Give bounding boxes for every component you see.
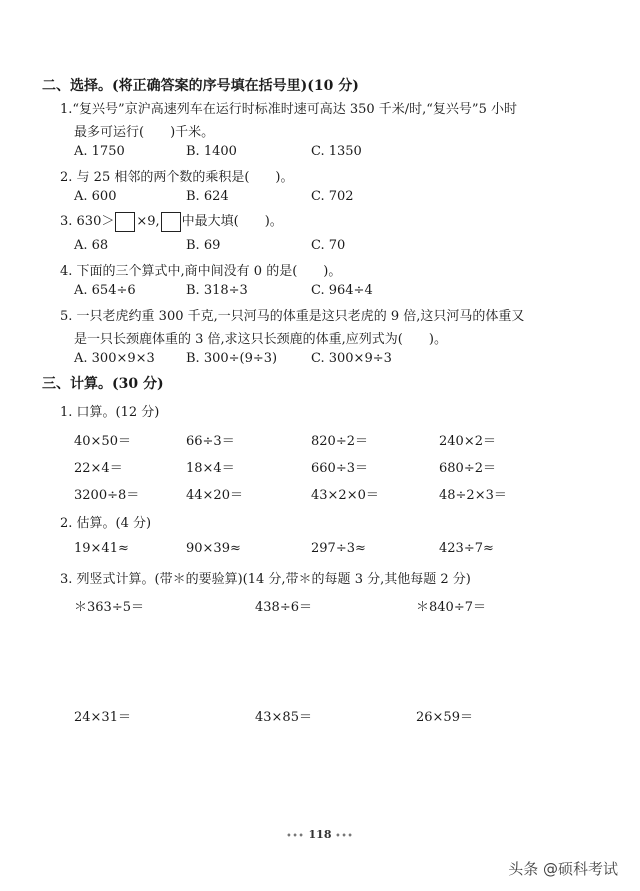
q3-blank-box-2[interactable]: [161, 212, 181, 232]
section3-title: 三、计算。(30 分): [42, 376, 164, 392]
oral-item: 40×50＝: [74, 434, 131, 449]
q1-line2: 最多可运行( )千米。: [74, 125, 215, 140]
q5-option-a: A. 300×9×3: [74, 351, 155, 366]
q5-line2: 是一只长颈鹿体重的 3 倍,求这只长颈鹿的体重,应列式为( )。: [74, 332, 447, 347]
q3-text: [60, 210, 283, 232]
q1-option-c: C. 1350: [311, 144, 362, 159]
vertical-title: 3. 列竖式计算。(带＊的要验算)(14 分,带＊的每题 3 分,其他每题 2 分): [60, 572, 471, 587]
q4-option-a: A. 654÷6: [74, 283, 136, 298]
page-footer: [0, 828, 640, 841]
oral-item: 44×20＝: [186, 488, 243, 503]
q3-suffix: 中最大填( )。: [181, 214, 283, 229]
q3-option-b: B. 69: [186, 238, 221, 253]
estimate-item: 423÷7≈: [439, 541, 494, 556]
q3-prefix: 3. 630＞: [60, 214, 115, 229]
oral-item: 680÷2＝: [439, 461, 496, 476]
q1-line1: 1.“复兴号”京沪高速列车在运行时标准时速可高达 350 千米/时,“复兴号”5 小时: [60, 102, 517, 117]
q1-option-a: A. 1750: [74, 144, 125, 159]
oral-item: 66÷3＝: [186, 434, 235, 449]
q3-option-c: C. 70: [311, 238, 346, 253]
q2-text: 2. 与 25 相邻的两个数的乘积是( )。: [60, 170, 294, 185]
watermark: 头条 @硕科考试: [508, 860, 618, 878]
estimate-item: 90×39≈: [186, 541, 241, 556]
vertical-item: ＊840÷7＝: [416, 600, 486, 615]
q5-option-c: C. 300×9÷3: [311, 351, 392, 366]
q3-blank-box-1[interactable]: [115, 212, 135, 232]
vertical-item: 24×31＝: [74, 710, 131, 725]
vertical-item: 438÷6＝: [255, 600, 312, 615]
vertical-item: 43×85＝: [255, 710, 312, 725]
q3-mid: ×9,: [136, 214, 160, 229]
q2-option-c: C. 702: [311, 189, 354, 204]
q4-option-b: B. 318÷3: [186, 283, 248, 298]
section2-title: 二、选择。(将正确答案的序号填在括号里)(10 分): [42, 78, 359, 94]
footer-dots-left: •••: [286, 830, 305, 840]
oral-item: 43×2×0＝: [311, 488, 379, 503]
page-number: 118: [308, 828, 332, 841]
oral-title: 1. 口算。(12 分): [60, 405, 160, 420]
estimate-item: 297÷3≈: [311, 541, 366, 556]
oral-item: 3200÷8＝: [74, 488, 140, 503]
q5-option-b: B. 300÷(9÷3): [186, 351, 278, 366]
oral-item: 820÷2＝: [311, 434, 368, 449]
estimate-item: 19×41≈: [74, 541, 129, 556]
oral-item: 48÷2×3＝: [439, 488, 507, 503]
q3-option-a: A. 68: [74, 238, 109, 253]
q4-option-c: C. 964÷4: [311, 283, 373, 298]
q2-option-a: A. 600: [74, 189, 117, 204]
oral-item: 22×4＝: [74, 461, 123, 476]
oral-item: 660÷3＝: [311, 461, 368, 476]
q5-line1: 5. 一只老虎约重 300 千克,一只河马的体重是这只老虎的 9 倍,这只河马的体重又: [60, 309, 525, 324]
q1-option-b: B. 1400: [186, 144, 237, 159]
q4-text: 4. 下面的三个算式中,商中间没有 0 的是( )。: [60, 264, 342, 279]
footer-dots-right: •••: [335, 830, 354, 840]
oral-item: 18×4＝: [186, 461, 235, 476]
estimate-title: 2. 估算。(4 分): [60, 516, 152, 531]
vertical-item: 26×59＝: [416, 710, 473, 725]
vertical-item: ＊363÷5＝: [74, 600, 144, 615]
oral-item: 240×2＝: [439, 434, 496, 449]
q2-option-b: B. 624: [186, 189, 229, 204]
